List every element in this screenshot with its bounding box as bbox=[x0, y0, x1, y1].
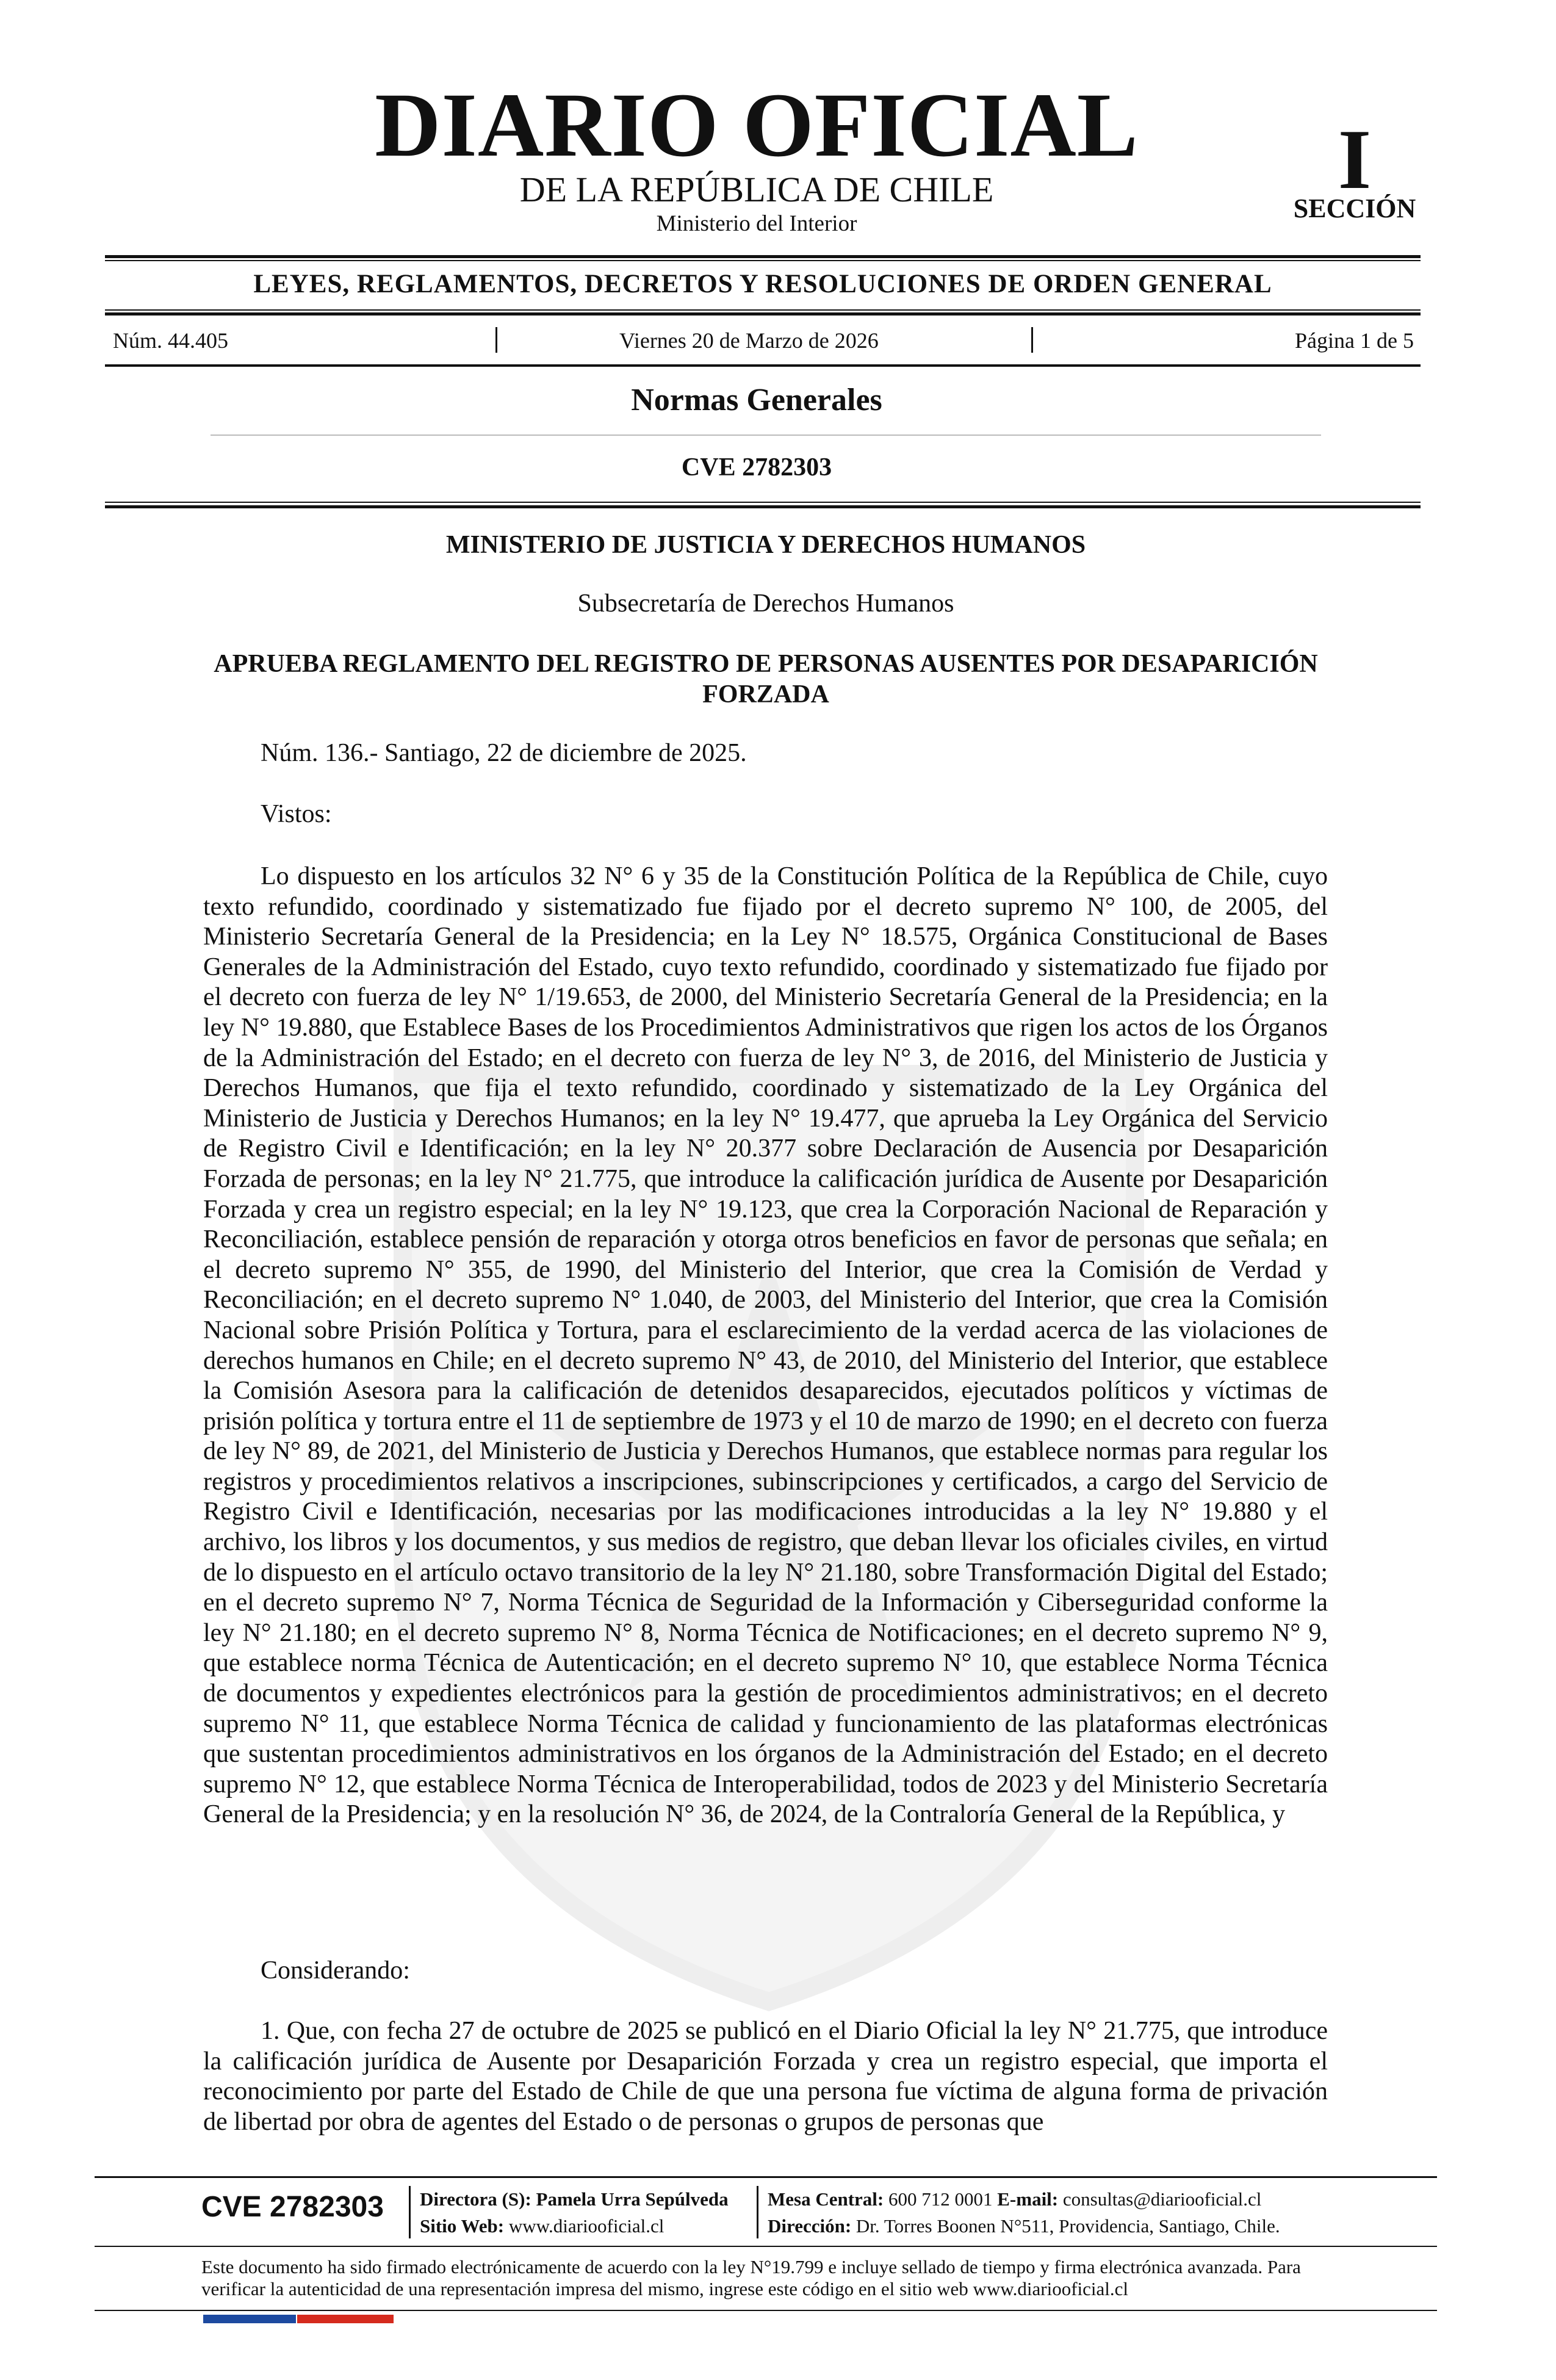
meta-divider bbox=[495, 327, 497, 353]
header-rule bbox=[105, 260, 1421, 261]
category-heading: LEYES, REGLAMENTOS, DECRETOS Y RESOLUCIONES DE ORDEN GENERAL bbox=[253, 270, 1272, 298]
masthead-ministry: Ministerio del Interior bbox=[656, 211, 857, 236]
footer-cve-code: CVE 2782303 bbox=[201, 2191, 384, 2223]
masthead-title: DIARIO OFICIAL bbox=[375, 74, 1139, 176]
header-rule bbox=[105, 255, 1421, 258]
subsecretaria-heading: Subsecretaría de Derechos Humanos bbox=[577, 590, 954, 618]
header-rule bbox=[105, 364, 1421, 367]
vistos-heading: Vistos: bbox=[261, 800, 332, 828]
issue-date: Viernes 20 de Marzo de 2026 bbox=[619, 328, 879, 353]
web-label: Sitio Web: bbox=[420, 2215, 505, 2237]
footer-rule bbox=[95, 2176, 1437, 2178]
cve-code: CVE 2782303 bbox=[681, 453, 832, 481]
mesa-label: Mesa Central: bbox=[768, 2188, 884, 2210]
flag-stripe-blue bbox=[203, 2315, 296, 2323]
address-label: Dirección: bbox=[768, 2215, 852, 2237]
considerando-heading: Considerando: bbox=[261, 1956, 410, 1985]
meta-divider bbox=[1031, 327, 1033, 353]
web-link[interactable]: www.diariooficial.cl bbox=[508, 2215, 665, 2237]
issue-number: Núm. 44.405 bbox=[113, 328, 228, 353]
section-number: I bbox=[1338, 112, 1372, 207]
vistos-paragraph: Lo dispuesto en los artículos 32 N° 6 y 35 de la Constitución Política de la República de Chile, cuyo texto refundido, coordinado y sistematizado fue fijado por el decreto supremo N° 100, de 2005, del Ministerio Secretaría General de la Presidencia; en la Ley N° 18.575, Orgánica Constitucional de Bases Generales de la Administración del Estado, cuyo texto refundido, coordinado y sistematizado fue fijado por el decreto con fuerza de ley N° 1/19.653, de 2000, del Ministerio Secretaría General de la Presidencia; en la ley N° 19.880, que Establece Bases de los Procedimientos Administrativos que rigen los actos de los Órganos de la Administración del Estado; en el decreto con fuerza de ley N° 3, de 2016, del Ministerio de Justicia y Derechos Humanos, que fija el texto refundido, coordinado y sistematizado de la Ley Orgánica del Ministerio de Justicia y Derechos Humanos; en la ley N° 19.477, que aprueba la Ley Orgánica del Servicio de Registro Civil e Identificación; en la ley N° 20.377 sobre Declaración de Ausencia por Desaparición Forzada de personas; en la ley N° 21.775, que introduce la calificación jurídica de Ausente por Desaparición Forzada y crea un registro especial; en la ley N° 19.123, que crea la Corporación Nacional de Reparación y Reconciliación, establece pensión de reparación y otorga otros beneficios en favor de personas que señala; en el decreto supremo N° 355, de 1990, del Ministerio del Interior, que crea la Comisión de Verdad y Reconciliación; en el decreto supremo N° 1.040, de 2003, del Ministerio del Interior, que crea la Comisión Nacional sobre Prisión Política y Tortura, para el esclarecimiento de la verdad acerca de las violaciones de derechos humanos en Chile; en el decreto supremo N° 43, de 2010, del Ministerio del Interior, que establece la Comisión Asesora para la calificación de detenidos desaparecidos, ejecutados políticos y víctimas de prisión política y tortura entre el 11 de septiembre de 1973 y el 10 de marzo de 1990; en el decreto con fuerza de ley N° 89, de 2021, del Ministerio de Justicia y Derechos Humanos, que establece normas para regular los registros y procedimientos relativos a inscripciones, subinscripciones y certificados, a cargo del Servicio de Registro Civil e Identificación, necesarias por las modificaciones introducidas a la ley N° 19.880 y el archivo, los libros y los documentos, y sus medios de registro, que deban llevar los oficiales civiles, en virtud de lo dispuesto en el artículo octavo transitorio de la ley N° 21.180, sobre Transformación Digital del Estado; en el decreto supremo N° 7, Norma Técnica de Seguridad de la Información y Ciberseguridad conforme la ley N° 21.180; en el decreto supremo N° 8, Norma Técnica de Notificaciones; en el decreto supremo N° 9, que establece norma Técnica de Autenticación; en el decreto supremo N° 10, que establece Norma Técnica de documentos y expedientes electrónicos para la gestión de procedimientos administrativos; en el decreto supremo N° 11, que establece Norma Técnica de calidad y funcionamiento de las plataformas electrónicas que sustentan procedimientos administrativos en los órganos de la Administración del Estado; en el decreto supremo N° 12, que establece Norma Técnica de Interoperabilidad, todos de 2023 y del Ministerio Secretaría General de la Presidencia; y en la resolución N° 36, de 2024, de la Contraloría General de la República, y bbox=[203, 862, 1328, 1829]
issue-page: Página 1 de 5 bbox=[1295, 328, 1414, 353]
address-value: Dr. Torres Boonen N°511, Providencia, Santiago, Chile. bbox=[855, 2215, 1280, 2237]
footer-rule bbox=[95, 2310, 1437, 2311]
director-name: Pamela Urra Sepúlveda bbox=[536, 2188, 729, 2210]
decree-title: APRUEBA REGLAMENTO DEL REGISTRO DE PERSONAS AUSENTES POR DESAPARICIÓN FORZADA bbox=[214, 650, 1318, 709]
footer-divider bbox=[409, 2186, 411, 2238]
considerando-paragraph-1: 1. Que, con fecha 27 de octubre de 2025 se publicó en el Diario Oficial la ley N° 21.775, que introduce la calificación jurídica de Ausente por Desaparición Forzada y crea un registro especial, que importa el reconocimiento por parte del Estado de Chile de que una persona fue víctima de alguna forma de privación de libertad por obra de agentes del Estado o de personas o grupos de personas que bbox=[203, 2017, 1328, 2136]
ministry-heading: MINISTERIO DE JUSTICIA Y DERECHOS HUMANOS bbox=[445, 531, 1086, 559]
decree-number-line: Núm. 136.- Santiago, 22 de diciembre de 2025. bbox=[261, 739, 747, 767]
footer-director bbox=[420, 2186, 729, 2240]
section-title: Normas Generales bbox=[631, 383, 882, 417]
flag-stripe-red bbox=[297, 2315, 394, 2323]
section-divider bbox=[211, 435, 1321, 436]
section-label: SECCIÓN bbox=[1293, 193, 1416, 223]
footer-contact bbox=[768, 2186, 1280, 2240]
header-rule bbox=[105, 502, 1421, 503]
header-rule bbox=[105, 309, 1421, 311]
header-rule bbox=[105, 312, 1421, 316]
director-label: Directora (S): bbox=[420, 2188, 531, 2210]
email-label: E-mail: bbox=[997, 2188, 1059, 2210]
header-rule bbox=[105, 505, 1421, 508]
email-link[interactable]: consultas@diariooficial.cl bbox=[1062, 2188, 1262, 2210]
signature-note: Este documento ha sido firmado electrónicamente de acuerdo con la ley N°19.799 e incluye sellado de tiempo y firma electrónica avanzada. Para verificar la autenticidad de una representación impresa del mismo, ingrese este código en el sitio web www.diariooficial.cl bbox=[201, 2256, 1301, 2299]
footer-rule bbox=[95, 2246, 1437, 2247]
mesa-phone: 600 712 0001 bbox=[888, 2188, 993, 2210]
masthead-subtitle: DE LA REPÚBLICA DE CHILE bbox=[519, 170, 994, 209]
footer-divider bbox=[757, 2186, 758, 2238]
